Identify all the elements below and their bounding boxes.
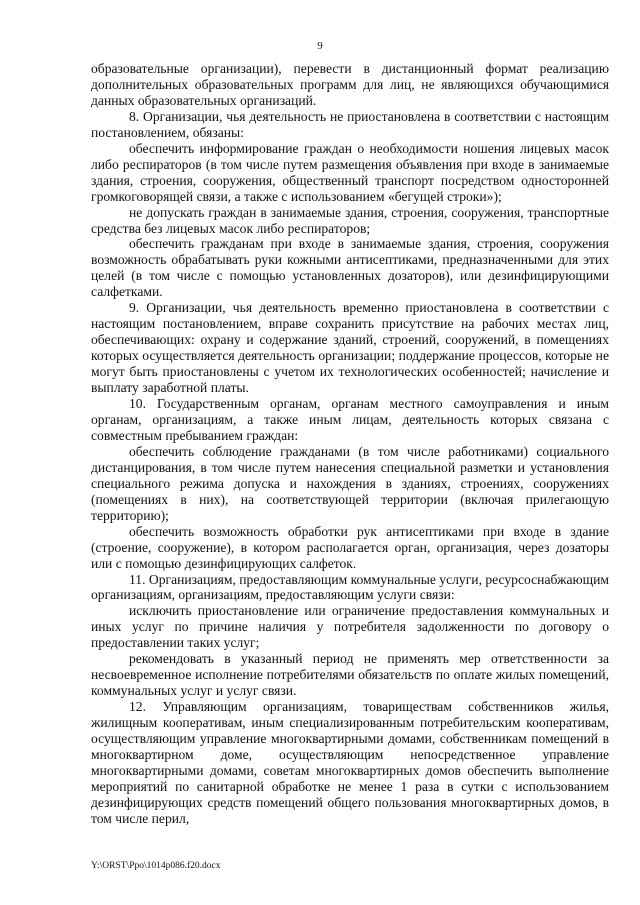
paragraph: исключить приостановление или ограничение предоставления коммунальных и иных услуг по причине наличия у потребителя задолженности по договору о предоставлении таких услуг;: [91, 603, 609, 651]
paragraph: образовательные организации), перевести в дистанционный формат реализацию дополнительных образовательных программ для лиц, не являющихся обучающимися данных образовательных организаций.: [91, 61, 609, 108]
paragraph: 12. Управляющим организациям, товариществам собственников жилья, жилищным кооперативам, иным специализированным потребительским кооперативам, осуществляющим управление многоквартирными домами, собственникам помещений в многоквартирном доме, осуществляющим непосредственное управление многоквартирными домами, советам многоквартирных домов обеспечить выполнение мероприятий по санитарной обработке не менее 1 раза в сутки с использованием дезинфицирующих средств помещений общего пользования многоквартирных домов, в том числе перил,: [91, 699, 609, 826]
page-number: 9: [317, 40, 323, 52]
document-body: [91, 61, 609, 827]
paragraph: обеспечить гражданам при входе в занимаемые здания, строения, сооружения возможность обрабатывать руки кожными антисептиками, предназначенными для этих целей (в том числе с помощью установленных дозаторов), или дезинфицирующими салфетками.: [91, 236, 609, 300]
paragraph: обеспечить информирование граждан о необходимости ношения лицевых масок либо респираторов (в том числе путем размещения объявления при входе в занимаемые здания, строения, сооружения, общественный транспорт посредством односторонней громкоговорящей связи, а также с использованием «бегущей строки»);: [91, 140, 609, 204]
paragraph: обеспечить соблюдение гражданами (в том числе работниками) социального дистанцирования, в том числе путем нанесения специальной разметки и установления специального режима допуска и нахождения в зданиях, строениях, сооружениях (помещениях в них), на соответствующей территории (включая прилегающую территорию);: [91, 443, 609, 523]
paragraph: рекомендовать в указанный период не применять мер ответственности за несвоевременное исполнение потребителями обязательств по оплате жилых помещений, коммунальных услуг и услуг связи.: [91, 651, 609, 699]
paragraph: 8. Организации, чья деятельность не приостановлена в соответствии с настоящим постановлением, обязаны:: [91, 108, 609, 140]
paragraph: 11. Организациям, предоставляющим коммунальные услуги, ресурсоснабжающим организациям, организациям, предоставляющим услуги связи:: [91, 571, 609, 603]
file-path-footer: Y:\ORST\Ppo\1014p086.f20.docx: [91, 861, 221, 871]
paragraph: не допускать граждан в занимаемые здания, строения, сооружения, транспортные средства без лицевых масок либо респираторов;: [91, 204, 609, 236]
paragraph: 9. Организации, чья деятельность временно приостановлена в соответствии с настоящим постановлением, вправе сохранить присутствие на рабочих местах лиц, обеспечивающих: охрану и содержание зданий, строений, сооружений, в помещениях которых осуществляется деятельность организации; поддержание процессов, которые не могут быть приостановлены с учетом их технологических особенностей; начисление и выплату заработной платы.: [91, 300, 609, 396]
paragraph: 10. Государственным органам, органам местного самоуправления и иным органам, организациям, а также иным лицам, деятельность которых связана с совместным пребыванием граждан:: [91, 396, 609, 443]
paragraph: обеспечить возможность обработки рук антисептиками при входе в здание (строение, сооружение), в котором располагается орган, организация, через дозаторы или с помощью дезинфицирующих салфеток.: [91, 523, 609, 571]
